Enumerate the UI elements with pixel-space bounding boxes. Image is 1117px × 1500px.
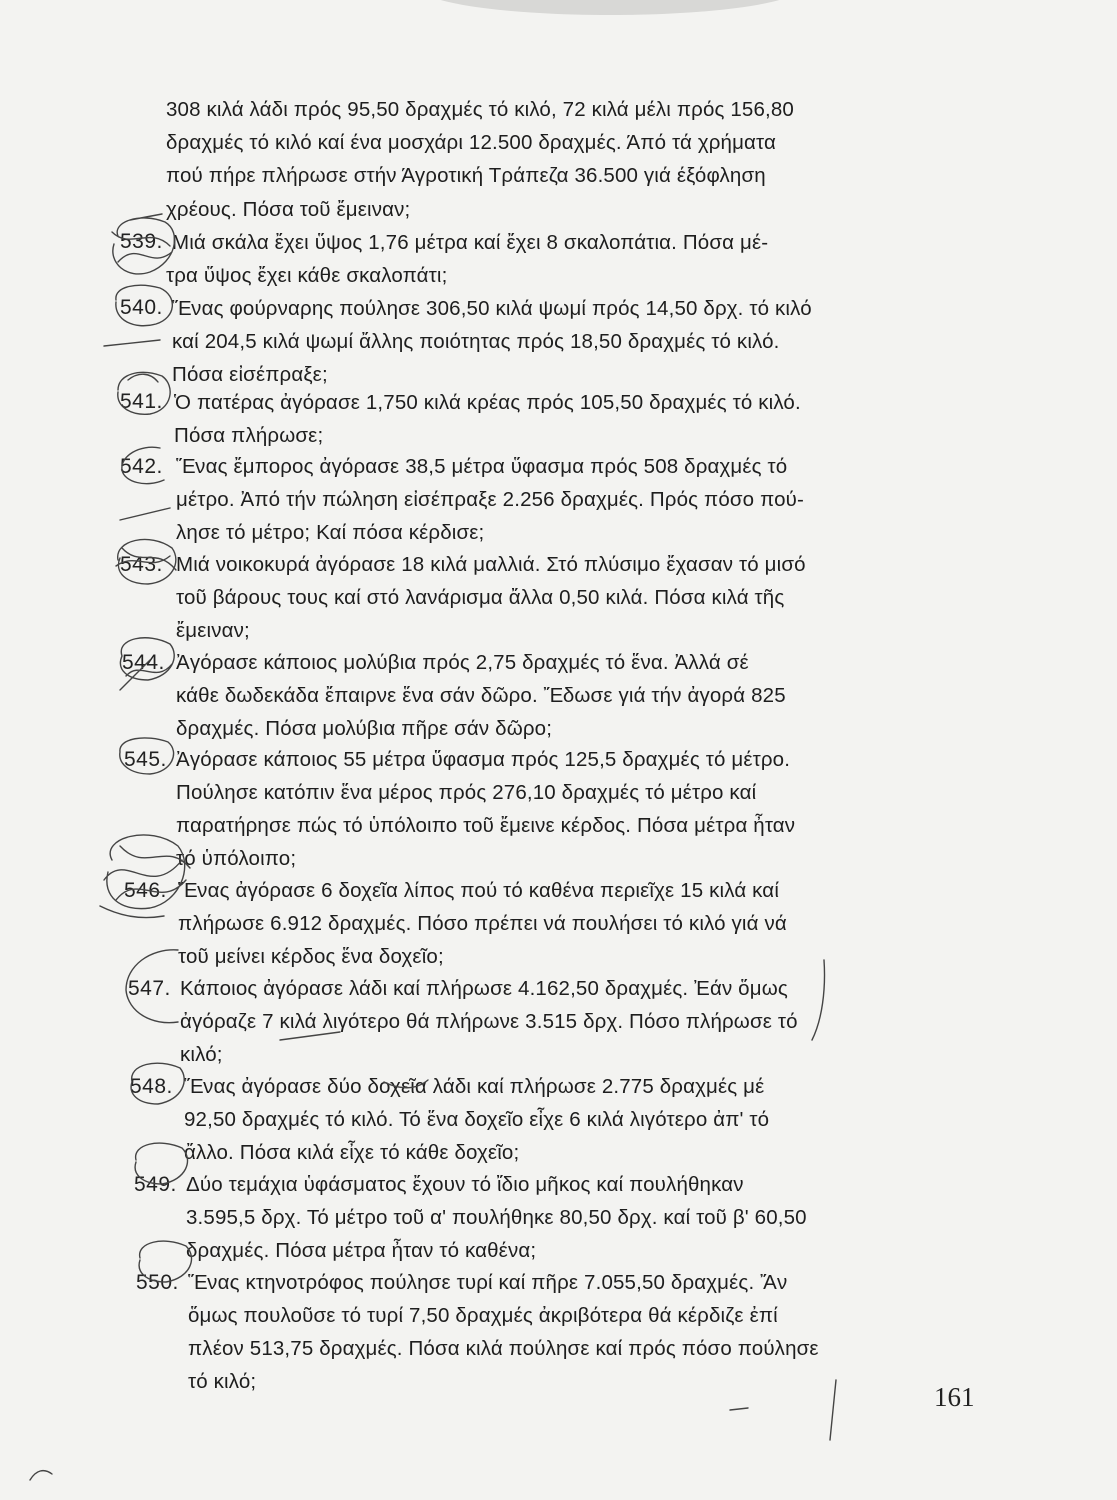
circle-550 [139,1241,191,1282]
problem-line: Κάποιος ἀγόρασε λάδι καί πλήρωσε 4.162,50 δραχμές. Ἐάν ὅμως [180,977,788,1000]
problem-number: 539. [120,230,163,253]
underline-duo [384,1080,428,1088]
problem-line: κιλό; [180,1043,223,1066]
circle-548 [131,1063,184,1104]
problem-number: 543. [120,553,163,576]
problem-line: τοῦ βάρους τους καί στό λανάρισμα ἄλλα 0,50 κιλά. Πόσα κιλά τῆς [176,586,785,609]
problem-line: δραχμές τό κιλό καί ένα μοσχάρι 12.500 δραχμές. Άπό τά χρήματα [166,131,777,154]
margin-stroke-540 [104,340,160,346]
stray-stroke-3 [730,1408,748,1410]
problem-line: Πούλησε κατόπιν ἕνα μέρος πρός 276,10 δραχμές τό μέτρο καί [176,781,757,804]
stray-stroke-5 [30,1471,52,1480]
problem-number: 547. [128,977,171,1000]
stray-stroke-4 [830,1380,836,1440]
problem-line: τό ὑπόλοιπο; [176,847,297,870]
scribble-circle-539 [112,214,175,274]
problem-line: ἄλλο. Πόσα κιλά εἶχε τό κάθε δοχεῖο; [184,1141,520,1164]
circle-540 [116,285,172,325]
stray-stroke-2 [280,1032,340,1040]
problem-number: 549. [134,1173,177,1196]
problem-line: ὅμως πουλοῦσε τό τυρί 7,50 δραχμές ἀκριβότερα θά κέρδιζε ἐπί [188,1304,778,1327]
circle-542 [122,447,164,483]
circle-541 [118,372,170,414]
scribble-546 [100,835,190,918]
problem-line: Ἕνας ἀγόρασε δύο δοχεῖα λάδι καί πλήρωσε 2.775 δραχμές μέ [184,1075,765,1098]
circle-545 [120,738,174,774]
problem-line: 3.595,5 δρχ. Τό μέτρο τοῦ α' πουλήθηκε 80,50 δρχ. καί τοῦ β' 60,50 [186,1206,807,1229]
problem-number: 546. [124,879,167,902]
problem-line: Πόσα πλήρωσε; [174,424,324,447]
problem-line: Μιά σκάλα ἔχει ὕψος 1,76 μέτρα καί ἔχει 8 σκαλοπάτια. Πόσα μέ- [172,231,769,254]
problem-line: Ὁ πατέρας ἀγόρασε 1,750 κιλά κρέας πρός 105,50 δραχμές τό κιλό. [174,391,801,414]
problem-number: 541. [120,390,163,413]
problem-line: Ἀγόρασε κάποιος μολύβια πρός 2,75 δραχμές τό ἕνα. Ἀλλά σέ [176,651,749,674]
problem-number: 548. [130,1075,173,1098]
problem-line: δραχμές. Πόσα μολύβια πῆρε σάν δῶρο; [176,717,553,740]
problem-line: χρέους. Πόσα τοῦ ἔμειναν; [166,198,411,221]
problem-line: Πόσα εἰσέπραξε; [172,363,328,386]
scribble-544 [120,638,174,690]
stray-stroke-1 [812,960,825,1040]
problem-number: 544. [122,651,165,674]
problem-line: κάθε δωδεκάδα ἔπαιρνε ἕνα σάν δῶρο. Ἔδωσε γιά τήν ἀγορά 825 [176,684,786,707]
problem-line: μέτρο. Ἀπό τήν πώληση εἰσέπραξε 2.256 δραχμές. Πρός πόσο πού- [176,488,804,511]
problem-line: Ἕνας φούρναρης πούλησε 306,50 κιλά ψωμί πρός 14,50 δρχ. τό κιλό [172,297,812,320]
problem-line: Δύο τεμάχια ὑφάσματος ἔχουν τό ἴδιο μῆκος καί πουλήθηκαν [186,1173,744,1196]
problem-number: 540. [120,296,163,319]
problem-line: Ἕνας ἔμπορος ἀγόρασε 38,5 μέτρα ὕφασμα πρός 508 δραχμές τό [176,455,788,478]
problem-line: ἔμειναν; [176,619,250,642]
problem-number: 545. [124,748,167,771]
problem-line: πλέον 513,75 δραχμές. Πόσα κιλά πούλησε καί πρός πόσο πούλησε [188,1337,819,1360]
problem-line: Ἀγόρασε κάποιος 55 μέτρα ὕφασμα πρός 125,5 δραχμές τό μέτρο. [176,748,791,771]
problem-line: λησε τό μέτρο; Καί πόσα κέρδισε; [176,521,485,544]
problem-line: Ἕνας κτηνοτρόφος πούλησε τυρί καί πῆρε 7.055,50 δραχμές. Ἄν [188,1271,788,1294]
circle-547 [126,950,178,1023]
problem-line: 308 κιλά λάδι πρός 95,50 δραχμές τό κιλό, 72 κιλά μέλι πρός 156,80 [166,98,794,121]
margin-stroke-542 [120,508,170,520]
problem-line: τό κιλό; [188,1370,257,1393]
problem-number: 542. [120,455,163,478]
problem-line: παρατήρησε πώς τό ὑπόλοιπο τοῦ ἔμεινε κέρδος. Πόσα μέτρα ἦταν [176,814,796,837]
problem-number: 550. [136,1271,179,1294]
circle-549 [135,1143,187,1184]
problem-line: Μιά νοικοκυρά ἀγόρασε 18 κιλά μαλλιά. Στό πλύσιμο ἔχασαν τό μισό [176,553,806,576]
problem-line: τοῦ μείνει κέρδος ἕνα δοχεῖο; [178,945,444,968]
page-number: 161 [934,1382,975,1412]
problem-line: καί 204,5 κιλά ψωμί ἄλλης ποιότητας πρός 18,50 δραχμές τό κιλό. [172,330,780,353]
problem-line: δραχμές. Πόσα μέτρα ἦταν τό καθένα; [186,1239,537,1262]
problem-line: ἀγόραζε 7 κιλά λιγότερο θά πλήρωνε 3.515 δρχ. Πόσο πλήρωσε τό [180,1010,798,1033]
problem-line: τρα ὕψος ἔχει κάθε σκαλοπάτι; [166,264,448,287]
scribble-543 [116,539,176,584]
problem-line: Ἕνας ἀγόρασε 6 δοχεῖα λίπος πού τό καθένα περιεῖχε 15 κιλά καί [178,879,780,902]
problem-line: πού πήρε πλήρωσε στήν Άγροτική Τράπεζα 36.500 γιά έξόφληση [166,164,766,187]
problem-line: 92,50 δραχμές τό κιλό. Τό ἕνα δοχεῖο εἶχε 6 κιλά λιγότερο ἀπ' τό [184,1108,770,1131]
problem-line: πλήρωσε 6.912 δραχμές. Πόσο πρέπει νά πουλήσει τό κιλό γιά νά [178,912,787,935]
